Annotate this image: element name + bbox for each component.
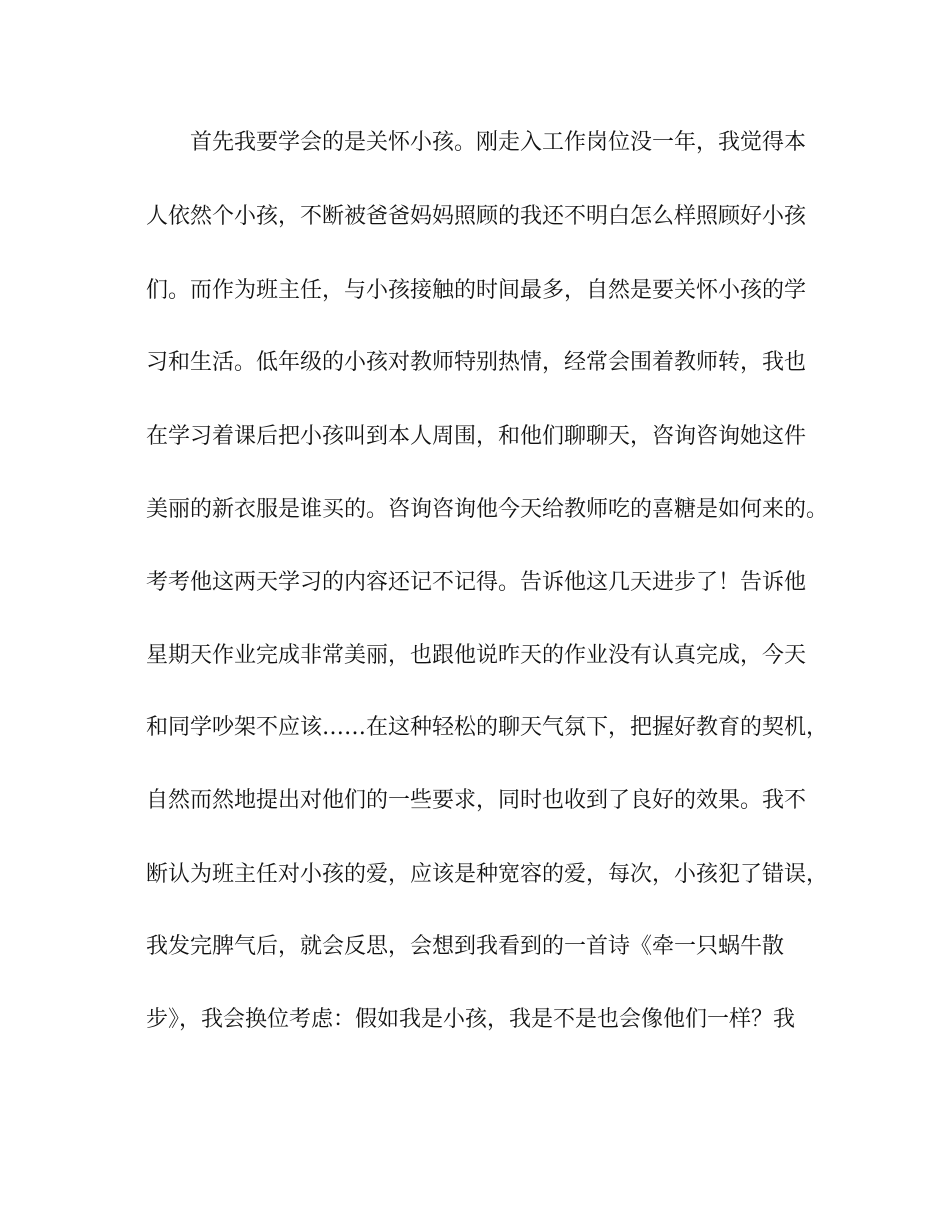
paragraph-line: 在学习着课后把小孩叫到本人周围，和他们聊聊天，咨询咨询她这件 xyxy=(146,424,807,449)
paragraph-line: 步》，我会换位考虑：假如我是小孩，我是不是也会像他们一样？我 xyxy=(146,1007,796,1032)
paragraph-line: 考考他这两天学习的内容还记不记得。告诉他这几天进步了！告诉他 xyxy=(146,570,807,595)
paragraph-line: 人依然个小孩，不断被爸爸妈妈照顾的我还不明白怎么样照顾好小孩 xyxy=(146,204,807,229)
paragraph-line: 自然而然地提出对他们的一些要求，同时也收到了良好的效果。我不 xyxy=(146,788,807,813)
paragraph-line: 我发完脾气后，就会反思，会想到我看到的一首诗《牵一只蜗牛散 xyxy=(146,934,785,959)
paragraph-line: 星期天作业完成非常美丽，也跟他说昨天的作业没有认真完成，今天 xyxy=(146,643,807,668)
paragraph-line: 断认为班主任对小孩的爱，应该是种宽容的爱，每次，小孩犯了错误， xyxy=(146,862,829,887)
paragraph-line: 和同学吵架不应该……在这种轻松的聊天气氛下，把握好教育的契机， xyxy=(146,715,829,740)
paragraph-line: 们。而作为班主任，与小孩接触的时间最多，自然是要关怀小孩的学 xyxy=(146,278,807,303)
paragraph-line: 美丽的新衣服是谁买的。咨询咨询他今天给教师吃的喜糖是如何来的。 xyxy=(146,497,829,522)
paragraph-line: 习和生活。低年级的小孩对教师特别热情，经常会围着教师转，我也 xyxy=(146,350,807,375)
paragraph-line: 首先我要学会的是关怀小孩。刚走入工作岗位没一年，我觉得本 xyxy=(190,130,807,155)
